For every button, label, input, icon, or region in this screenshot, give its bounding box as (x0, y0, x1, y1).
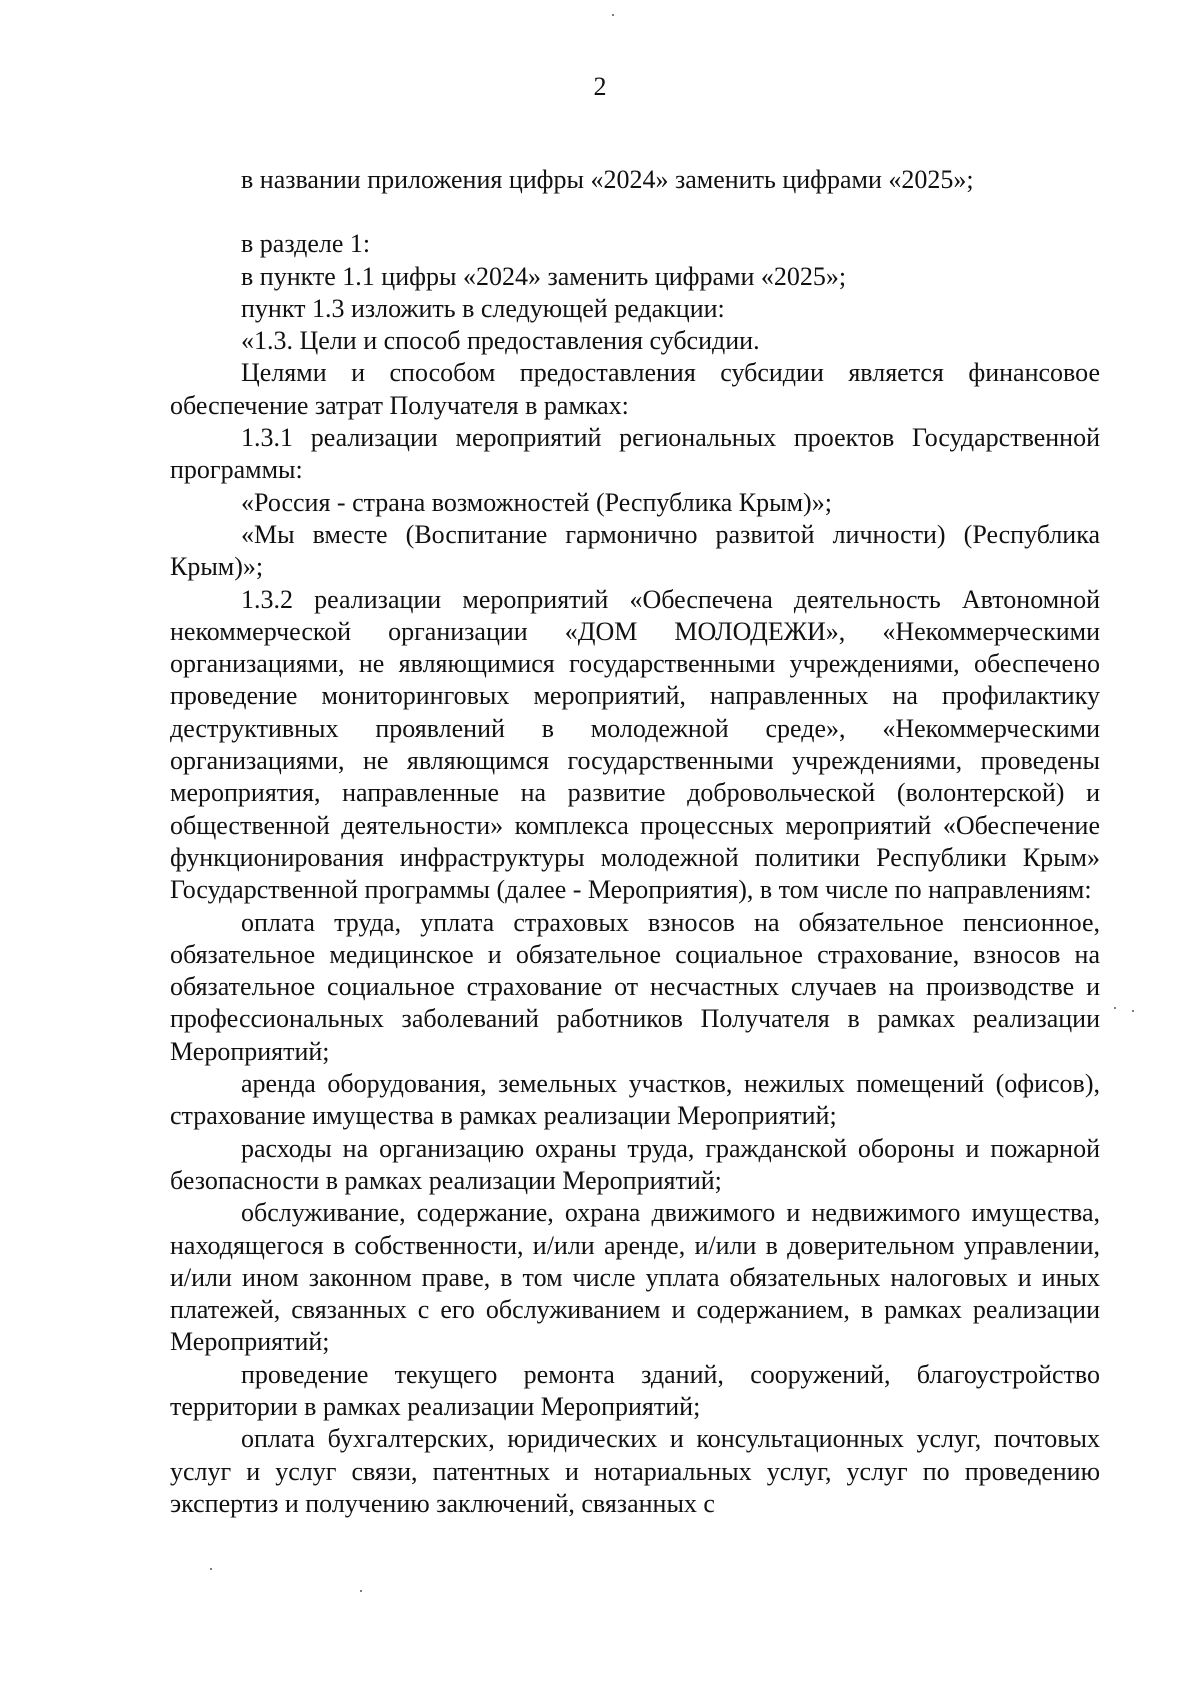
paragraph-safety: расходы на организацию охраны труда, гражданской обороны и пожарной безопасности в рамках реализации Мероприятий; (170, 1133, 1100, 1195)
document-body (170, 164, 1100, 1520)
paragraph-point-1-3: пункт 1.3 изложить в следующей редакции: (241, 293, 725, 323)
paragraph-project-russia: «Россия - страна возможностей (Республика Крым)»; (241, 487, 832, 517)
paragraph-rent: аренда оборудования, земельных участков, нежилых помещений (офисов), страхование имущества в рамках реализации Мероприятий; (170, 1069, 1100, 1131)
paragraph-wages: оплата труда, уплата страховых взносов на обязательное пенсионное, обязательное медицинское и обязательное социальное страхование, взносов на обязательное социальное страхование от несчастных случаев на производстве и профессиональных заболеваний работников Получателя в рамках реализации Мероприятий; (170, 907, 1100, 1066)
paragraph-goals: Целями и способом предоставления субсидии является финансовое обеспечение затрат Получателя в рамках: (170, 358, 1100, 420)
paragraph-repair: проведение текущего ремонта зданий, сооружений, благоустройство территории в рамках реализации Мероприятий; (170, 1359, 1100, 1421)
paragraph-heading-1-3: «1.3. Цели и способ предоставления субсидии. (241, 326, 760, 356)
paragraph-services: оплата бухгалтерских, юридических и консультационных услуг, почтовых услуг и услуг связи, патентных и нотариальных услуг, услуг по проведению экспертиз и получению заключений, связанных с (170, 1424, 1100, 1518)
paragraph-project-together: «Мы вместе (Воспитание гармонично развитой личности) (Республика Крым)»; (170, 519, 1100, 582)
scan-speck (612, 14, 614, 16)
paragraph-point-1-1: в пункте 1.1 цифры «2024» заменить цифрами «2025»; (241, 261, 847, 291)
paragraph-section-1: в разделе 1: (241, 229, 371, 259)
paragraph-1-3-1: 1.3.1 реализации мероприятий региональных проектов Государственной программы: (170, 423, 1100, 485)
scan-speck (1114, 1007, 1116, 1009)
paragraph-property: обслуживание, содержание, охрана движимого и недвижимого имущества, находящегося в собственности, и/или аренде, и/или в доверительном управлении, и/или ином законном праве, в том числе уплата обязательных налоговых и иных платежей, связанных с его обслуживанием и содержанием, в рамках реализации Мероприятий; (170, 1198, 1100, 1357)
scan-speck (360, 1590, 362, 1592)
page-number: 2 (593, 72, 607, 101)
scan-speck (210, 1568, 212, 1570)
scan-speck (1132, 1010, 1134, 1012)
paragraph-1-3-2: 1.3.2 реализации мероприятий «Обеспечена деятельность Автономной некоммерческой организации «ДОМ МОЛОДЕЖИ», «Некоммерческими организациями, не являющимися государственными учреждениями, обеспечено проведение мониторинговых мероприятий, направленных на профилактику деструктивных проявлений в молодежной среде», «Некоммерческими организациями, не являющимся государственными учреждениями, проведены мероприятия, направленные на развитие добровольческой (волонтерской) и общественной деятельности» комплекса процессных мероприятий «Обеспечение функционирования инфраструктуры молодежной политики Республики Крым» Государственной программы (далее - Мероприятия), в том числе по направлениям: (170, 584, 1100, 905)
paragraph-appendix-title: в названии приложения цифры «2024» заменить цифрами «2025»; (241, 165, 974, 194)
